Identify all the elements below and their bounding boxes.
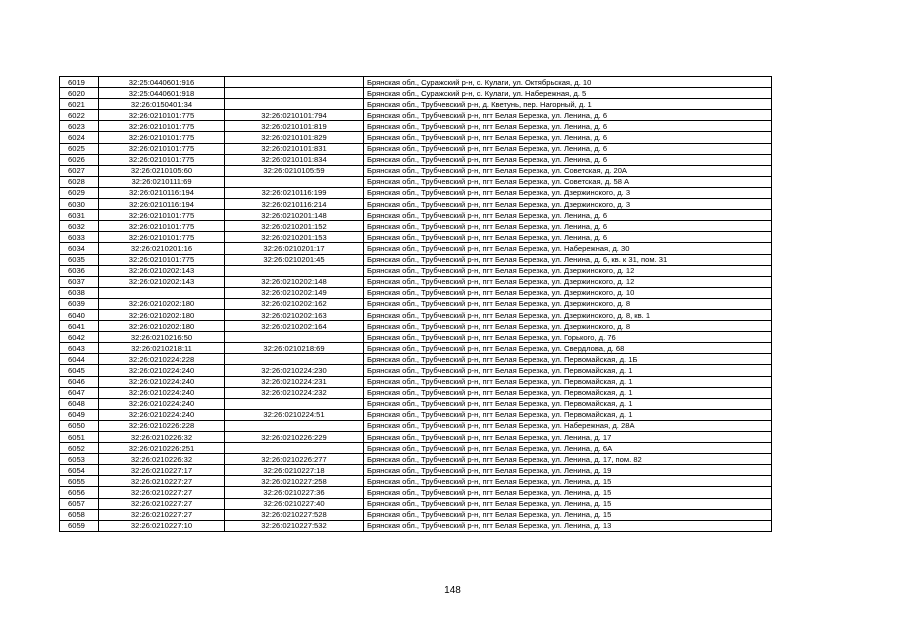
object-number-cell: 32:26:0210101:794 bbox=[225, 110, 364, 121]
table-row bbox=[60, 321, 772, 332]
object-number-cell: 32:26:0210101:831 bbox=[225, 143, 364, 154]
table-row bbox=[60, 187, 772, 198]
object-number-cell: 32:26:0210101:829 bbox=[225, 132, 364, 143]
address-cell: Брянская обл., Трубчевский р-н, пгт Белая Березка, ул. Дзержинского, д. 12 bbox=[364, 276, 772, 287]
table-row bbox=[60, 243, 772, 254]
address-cell: Брянская обл., Трубчевский р-н, пгт Белая Березка, ул. Ленина, д. 6 bbox=[364, 154, 772, 165]
address-cell: Брянская обл., Трубчевский р-н, пгт Белая Березка, ул. Ленина, д. 17 bbox=[364, 432, 772, 443]
parcel-number-cell: 32:26:0210101:775 bbox=[99, 154, 225, 165]
object-number-cell: 32:26:0210202:148 bbox=[225, 276, 364, 287]
address-cell: Брянская обл., Трубчевский р-н, пгт Белая Березка, ул. Дзержинского, д. 3 bbox=[364, 199, 772, 210]
table-row bbox=[60, 99, 772, 110]
table-row bbox=[60, 298, 772, 309]
parcel-number-cell: 32:26:0210226:251 bbox=[99, 443, 225, 454]
address-cell: Брянская обл., Трубчевский р-н, пгт Белая Березка, ул. Ленина, д. 6 bbox=[364, 121, 772, 132]
table-row bbox=[60, 221, 772, 232]
address-cell: Брянская обл., Трубчевский р-н, пгт Белая Березка, ул. Советская, д. 20А bbox=[364, 165, 772, 176]
row-number-cell: 6021 bbox=[60, 99, 99, 110]
row-number-cell: 6020 bbox=[60, 88, 99, 99]
parcel-number-cell: 32:26:0210218:11 bbox=[99, 343, 225, 354]
address-cell: Брянская обл., Трубчевский р-н, пгт Белая Березка, ул. Первомайская, д. 1Б bbox=[364, 354, 772, 365]
row-number-cell: 6052 bbox=[60, 443, 99, 454]
table-row bbox=[60, 420, 772, 431]
object-number-cell: 32:26:0210105:59 bbox=[225, 165, 364, 176]
table-row bbox=[60, 365, 772, 376]
row-number-cell: 6039 bbox=[60, 298, 99, 309]
parcel-number-cell: 32:26:0210224:240 bbox=[99, 376, 225, 387]
address-cell: Брянская обл., Трубчевский р-н, пгт Белая Березка, ул. Дзержинского, д. 10 bbox=[364, 287, 772, 298]
parcel-number-cell: 32:26:0210101:775 bbox=[99, 221, 225, 232]
parcel-number-cell: 32:26:0210227:27 bbox=[99, 487, 225, 498]
row-number-cell: 6026 bbox=[60, 154, 99, 165]
parcel-number-cell: 32:26:0210101:775 bbox=[99, 254, 225, 265]
parcel-number-cell: 32:26:0210224:240 bbox=[99, 398, 225, 409]
parcel-number-cell: 32:26:0210101:775 bbox=[99, 132, 225, 143]
object-number-cell: 32:26:0210227:532 bbox=[225, 520, 364, 531]
parcel-number-cell: 32:26:0210116:194 bbox=[99, 199, 225, 210]
row-number-cell: 6023 bbox=[60, 121, 99, 132]
object-number-cell: 32:26:0210227:36 bbox=[225, 487, 364, 498]
object-number-cell: 32:26:0210201:153 bbox=[225, 232, 364, 243]
table-row bbox=[60, 454, 772, 465]
object-number-cell: 32:26:0210201:152 bbox=[225, 221, 364, 232]
parcel-number-cell: 32:26:0210202:180 bbox=[99, 321, 225, 332]
object-number-cell: 32:26:0210101:819 bbox=[225, 121, 364, 132]
row-number-cell: 6040 bbox=[60, 309, 99, 320]
object-number-cell bbox=[225, 398, 364, 409]
table-row bbox=[60, 154, 772, 165]
table-row bbox=[60, 77, 772, 88]
row-number-cell: 6022 bbox=[60, 110, 99, 121]
object-number-cell bbox=[225, 443, 364, 454]
object-number-cell: 32:26:0210202:162 bbox=[225, 298, 364, 309]
object-number-cell bbox=[225, 265, 364, 276]
table-row bbox=[60, 509, 772, 520]
address-cell: Брянская обл., Трубчевский р-н, пгт Белая Березка, ул. Дзержинского, д. 12 bbox=[364, 265, 772, 276]
parcel-number-cell: 32:25:0440601:918 bbox=[99, 88, 225, 99]
row-number-cell: 6046 bbox=[60, 376, 99, 387]
object-number-cell bbox=[225, 88, 364, 99]
row-number-cell: 6059 bbox=[60, 520, 99, 531]
table-row bbox=[60, 487, 772, 498]
address-cell: Брянская обл., Трубчевский р-н, пгт Белая Березка, ул. Ленина, д. 6 bbox=[364, 132, 772, 143]
parcel-number-cell: 32:26:0210111:69 bbox=[99, 176, 225, 187]
table-row bbox=[60, 254, 772, 265]
table-row bbox=[60, 465, 772, 476]
table-row bbox=[60, 332, 772, 343]
parcel-number-cell: 32:26:0210105:60 bbox=[99, 165, 225, 176]
row-number-cell: 6049 bbox=[60, 409, 99, 420]
parcel-number-cell: 32:26:0210224:240 bbox=[99, 387, 225, 398]
address-cell: Брянская обл., Трубчевский р-н, пгт Белая Березка, ул. Дзержинского, д. 3 bbox=[364, 187, 772, 198]
object-number-cell: 32:26:0210224:232 bbox=[225, 387, 364, 398]
row-number-cell: 6031 bbox=[60, 210, 99, 221]
row-number-cell: 6056 bbox=[60, 487, 99, 498]
table-row bbox=[60, 176, 772, 187]
row-number-cell: 6025 bbox=[60, 143, 99, 154]
row-number-cell: 6054 bbox=[60, 465, 99, 476]
parcel-number-cell: 32:26:0210227:10 bbox=[99, 520, 225, 531]
object-number-cell: 32:26:0210201:17 bbox=[225, 243, 364, 254]
object-number-cell bbox=[225, 176, 364, 187]
table-row bbox=[60, 520, 772, 531]
address-cell: Брянская обл., Трубчевский р-н, пгт Белая Березка, ул. Набережная, д. 28А bbox=[364, 420, 772, 431]
table-row bbox=[60, 121, 772, 132]
address-cell: Брянская обл., Трубчевский р-н, пгт Белая Березка, ул. Ленина, д. 6, кв. к 31, пом. 31 bbox=[364, 254, 772, 265]
object-number-cell: 32:26:0210227:40 bbox=[225, 498, 364, 509]
object-number-cell: 32:26:0210226:277 bbox=[225, 454, 364, 465]
object-number-cell: 32:26:0210224:51 bbox=[225, 409, 364, 420]
address-cell: Брянская обл., Трубчевский р-н, пгт Белая Березка, ул. Ленина, д. 15 bbox=[364, 498, 772, 509]
table-row bbox=[60, 498, 772, 509]
parcel-number-cell: 32:26:0210226:32 bbox=[99, 432, 225, 443]
row-number-cell: 6045 bbox=[60, 365, 99, 376]
row-number-cell: 6053 bbox=[60, 454, 99, 465]
table-row bbox=[60, 132, 772, 143]
parcel-number-cell: 32:26:0210216:50 bbox=[99, 332, 225, 343]
row-number-cell: 6037 bbox=[60, 276, 99, 287]
object-number-cell bbox=[225, 332, 364, 343]
parcel-number-cell: 32:26:0210224:228 bbox=[99, 354, 225, 365]
parcel-number-cell: 32:26:0150401:34 bbox=[99, 99, 225, 110]
table-row bbox=[60, 110, 772, 121]
object-number-cell: 32:26:0210202:149 bbox=[225, 287, 364, 298]
address-cell: Брянская обл., Трубчевский р-н, пгт Белая Березка, ул. Первомайская, д. 1 bbox=[364, 409, 772, 420]
table-row bbox=[60, 165, 772, 176]
object-number-cell: 32:26:0210116:199 bbox=[225, 187, 364, 198]
row-number-cell: 6029 bbox=[60, 187, 99, 198]
table-row bbox=[60, 476, 772, 487]
parcel-number-cell: 32:26:0210202:180 bbox=[99, 298, 225, 309]
registry-table bbox=[59, 76, 772, 532]
object-number-cell: 32:26:0210224:231 bbox=[225, 376, 364, 387]
object-number-cell: 32:26:0210218:69 bbox=[225, 343, 364, 354]
address-cell: Брянская обл., Трубчевский р-н, пгт Белая Березка, ул. Ленина, д. 6 bbox=[364, 110, 772, 121]
object-number-cell: 32:26:0210116:214 bbox=[225, 199, 364, 210]
row-number-cell: 6034 bbox=[60, 243, 99, 254]
address-cell: Брянская обл., Трубчевский р-н, пгт Белая Березка, ул. Дзержинского, д. 8 bbox=[364, 298, 772, 309]
parcel-number-cell: 32:26:0210226:32 bbox=[99, 454, 225, 465]
table-row bbox=[60, 354, 772, 365]
parcel-number-cell: 32:26:0210227:27 bbox=[99, 476, 225, 487]
address-cell: Брянская обл., Трубчевский р-н, пгт Белая Березка, ул. Советская, д. 58 А bbox=[364, 176, 772, 187]
address-cell: Брянская обл., Трубчевский р-н, пгт Белая Березка, ул. Ленина, д. 15 bbox=[364, 487, 772, 498]
object-number-cell: 32:26:0210227:528 bbox=[225, 509, 364, 520]
table-row bbox=[60, 409, 772, 420]
parcel-number-cell: 32:26:0210226:228 bbox=[99, 420, 225, 431]
object-number-cell: 32:26:0210201:148 bbox=[225, 210, 364, 221]
parcel-number-cell: 32:25:0440601:916 bbox=[99, 77, 225, 88]
address-cell: Брянская обл., Трубчевский р-н, пгт Белая Березка, ул. Ленина, д. 15 bbox=[364, 476, 772, 487]
address-cell: Брянская обл., Трубчевский р-н, пгт Белая Березка, ул. Набережная, д. 30 bbox=[364, 243, 772, 254]
row-number-cell: 6057 bbox=[60, 498, 99, 509]
parcel-number-cell: 32:26:0210227:27 bbox=[99, 509, 225, 520]
parcel-number-cell: 32:26:0210224:240 bbox=[99, 365, 225, 376]
table-row bbox=[60, 287, 772, 298]
object-number-cell bbox=[225, 77, 364, 88]
object-number-cell bbox=[225, 420, 364, 431]
address-cell: Брянская обл., Трубчевский р-н, пгт Белая Березка, ул. Ленина, д. 15 bbox=[364, 509, 772, 520]
parcel-number-cell: 32:26:0210101:775 bbox=[99, 210, 225, 221]
object-number-cell: 32:26:0210227:258 bbox=[225, 476, 364, 487]
table-row bbox=[60, 309, 772, 320]
address-cell: Брянская обл., Суражский р-н, с. Кулаги, ул. Набережная, д. 5 bbox=[364, 88, 772, 99]
address-cell: Брянская обл., Трубчевский р-н, пгт Белая Березка, ул. Ленина, д. 17, пом. 82 bbox=[364, 454, 772, 465]
parcel-number-cell: 32:26:0210202:143 bbox=[99, 276, 225, 287]
table-row bbox=[60, 265, 772, 276]
parcel-number-cell: 32:26:0210101:775 bbox=[99, 121, 225, 132]
row-number-cell: 6044 bbox=[60, 354, 99, 365]
row-number-cell: 6030 bbox=[60, 199, 99, 210]
table-row bbox=[60, 276, 772, 287]
parcel-number-cell: 32:26:0210227:27 bbox=[99, 498, 225, 509]
table-row bbox=[60, 199, 772, 210]
parcel-number-cell: 32:26:0210101:775 bbox=[99, 110, 225, 121]
registry-table-body bbox=[60, 77, 772, 532]
address-cell: Брянская обл., Суражский р-н, с. Кулаги, ул. Октябрьская, д. 10 bbox=[364, 77, 772, 88]
row-number-cell: 6048 bbox=[60, 398, 99, 409]
parcel-number-cell: 32:26:0210202:143 bbox=[99, 265, 225, 276]
row-number-cell: 6058 bbox=[60, 509, 99, 520]
row-number-cell: 6041 bbox=[60, 321, 99, 332]
table-row bbox=[60, 432, 772, 443]
object-number-cell: 32:26:0210224:230 bbox=[225, 365, 364, 376]
row-number-cell: 6035 bbox=[60, 254, 99, 265]
table-row bbox=[60, 376, 772, 387]
table-row bbox=[60, 210, 772, 221]
parcel-number-cell: 32:26:0210101:775 bbox=[99, 232, 225, 243]
object-number-cell: 32:26:0210202:163 bbox=[225, 309, 364, 320]
object-number-cell: 32:26:0210227:18 bbox=[225, 465, 364, 476]
object-number-cell: 32:26:0210226:229 bbox=[225, 432, 364, 443]
table-row bbox=[60, 387, 772, 398]
table-row bbox=[60, 343, 772, 354]
table-row bbox=[60, 398, 772, 409]
address-cell: Брянская обл., Трубчевский р-н, пгт Белая Березка, ул. Ленина, д. 6А bbox=[364, 443, 772, 454]
row-number-cell: 6028 bbox=[60, 176, 99, 187]
object-number-cell: 32:26:0210101:834 bbox=[225, 154, 364, 165]
row-number-cell: 6027 bbox=[60, 165, 99, 176]
address-cell: Брянская обл., Трубчевский р-н, пгт Белая Березка, ул. Свердлова, д. 68 bbox=[364, 343, 772, 354]
row-number-cell: 6036 bbox=[60, 265, 99, 276]
address-cell: Брянская обл., Трубчевский р-н, пгт Белая Березка, ул. Ленина, д. 13 bbox=[364, 520, 772, 531]
object-number-cell bbox=[225, 99, 364, 110]
address-cell: Брянская обл., Трубчевский р-н, пгт Белая Березка, ул. Горького, д. 76 bbox=[364, 332, 772, 343]
address-cell: Брянская обл., Трубчевский р-н, пгт Белая Березка, ул. Дзержинского, д. 8 bbox=[364, 321, 772, 332]
parcel-number-cell: 32:26:0210116:194 bbox=[99, 187, 225, 198]
row-number-cell: 6024 bbox=[60, 132, 99, 143]
row-number-cell: 6038 bbox=[60, 287, 99, 298]
parcel-number-cell: 32:26:0210201:16 bbox=[99, 243, 225, 254]
row-number-cell: 6043 bbox=[60, 343, 99, 354]
address-cell: Брянская обл., Трубчевский р-н, пгт Белая Березка, ул. Первомайская, д. 1 bbox=[364, 376, 772, 387]
row-number-cell: 6032 bbox=[60, 221, 99, 232]
address-cell: Брянская обл., Трубчевский р-н, пгт Белая Березка, ул. Первомайская, д. 1 bbox=[364, 398, 772, 409]
row-number-cell: 6033 bbox=[60, 232, 99, 243]
address-cell: Брянская обл., Трубчевский р-н, пгт Белая Березка, ул. Ленина, д. 6 bbox=[364, 210, 772, 221]
row-number-cell: 6042 bbox=[60, 332, 99, 343]
parcel-number-cell: 32:26:0210202:180 bbox=[99, 309, 225, 320]
address-cell: Брянская обл., Трубчевский р-н, пгт Белая Березка, ул. Первомайская, д. 1 bbox=[364, 365, 772, 376]
row-number-cell: 6055 bbox=[60, 476, 99, 487]
page-number: 148 bbox=[444, 585, 461, 596]
object-number-cell: 32:26:0210201:45 bbox=[225, 254, 364, 265]
row-number-cell: 6019 bbox=[60, 77, 99, 88]
object-number-cell: 32:26:0210202:164 bbox=[225, 321, 364, 332]
table-row bbox=[60, 143, 772, 154]
table-row bbox=[60, 443, 772, 454]
address-cell: Брянская обл., Трубчевский р-н, пгт Белая Березка, ул. Дзержинского, д. 8, кв. 1 bbox=[364, 309, 772, 320]
table-row bbox=[60, 88, 772, 99]
address-cell: Брянская обл., Трубчевский р-н, пгт Белая Березка, ул. Ленина, д. 6 bbox=[364, 143, 772, 154]
parcel-number-cell: 32:26:0210227:17 bbox=[99, 465, 225, 476]
address-cell: Брянская обл., Трубчевский р-н, пгт Белая Березка, ул. Ленина, д. 6 bbox=[364, 221, 772, 232]
row-number-cell: 6047 bbox=[60, 387, 99, 398]
address-cell: Брянская обл., Трубчевский р-н, пгт Белая Березка, ул. Ленина, д. 19 bbox=[364, 465, 772, 476]
address-cell: Брянская обл., Трубчевский р-н, пгт Белая Березка, ул. Первомайская, д. 1 bbox=[364, 387, 772, 398]
address-cell: Брянская обл., Трубчевский р-н, д. Кветунь, пер. Нагорный, д. 1 bbox=[364, 99, 772, 110]
parcel-number-cell: 32:26:0210224:240 bbox=[99, 409, 225, 420]
row-number-cell: 6050 bbox=[60, 420, 99, 431]
parcel-number-cell bbox=[99, 287, 225, 298]
table-row bbox=[60, 232, 772, 243]
row-number-cell: 6051 bbox=[60, 432, 99, 443]
object-number-cell bbox=[225, 354, 364, 365]
parcel-number-cell: 32:26:0210101:775 bbox=[99, 143, 225, 154]
address-cell: Брянская обл., Трубчевский р-н, пгт Белая Березка, ул. Ленина, д. 6 bbox=[364, 232, 772, 243]
